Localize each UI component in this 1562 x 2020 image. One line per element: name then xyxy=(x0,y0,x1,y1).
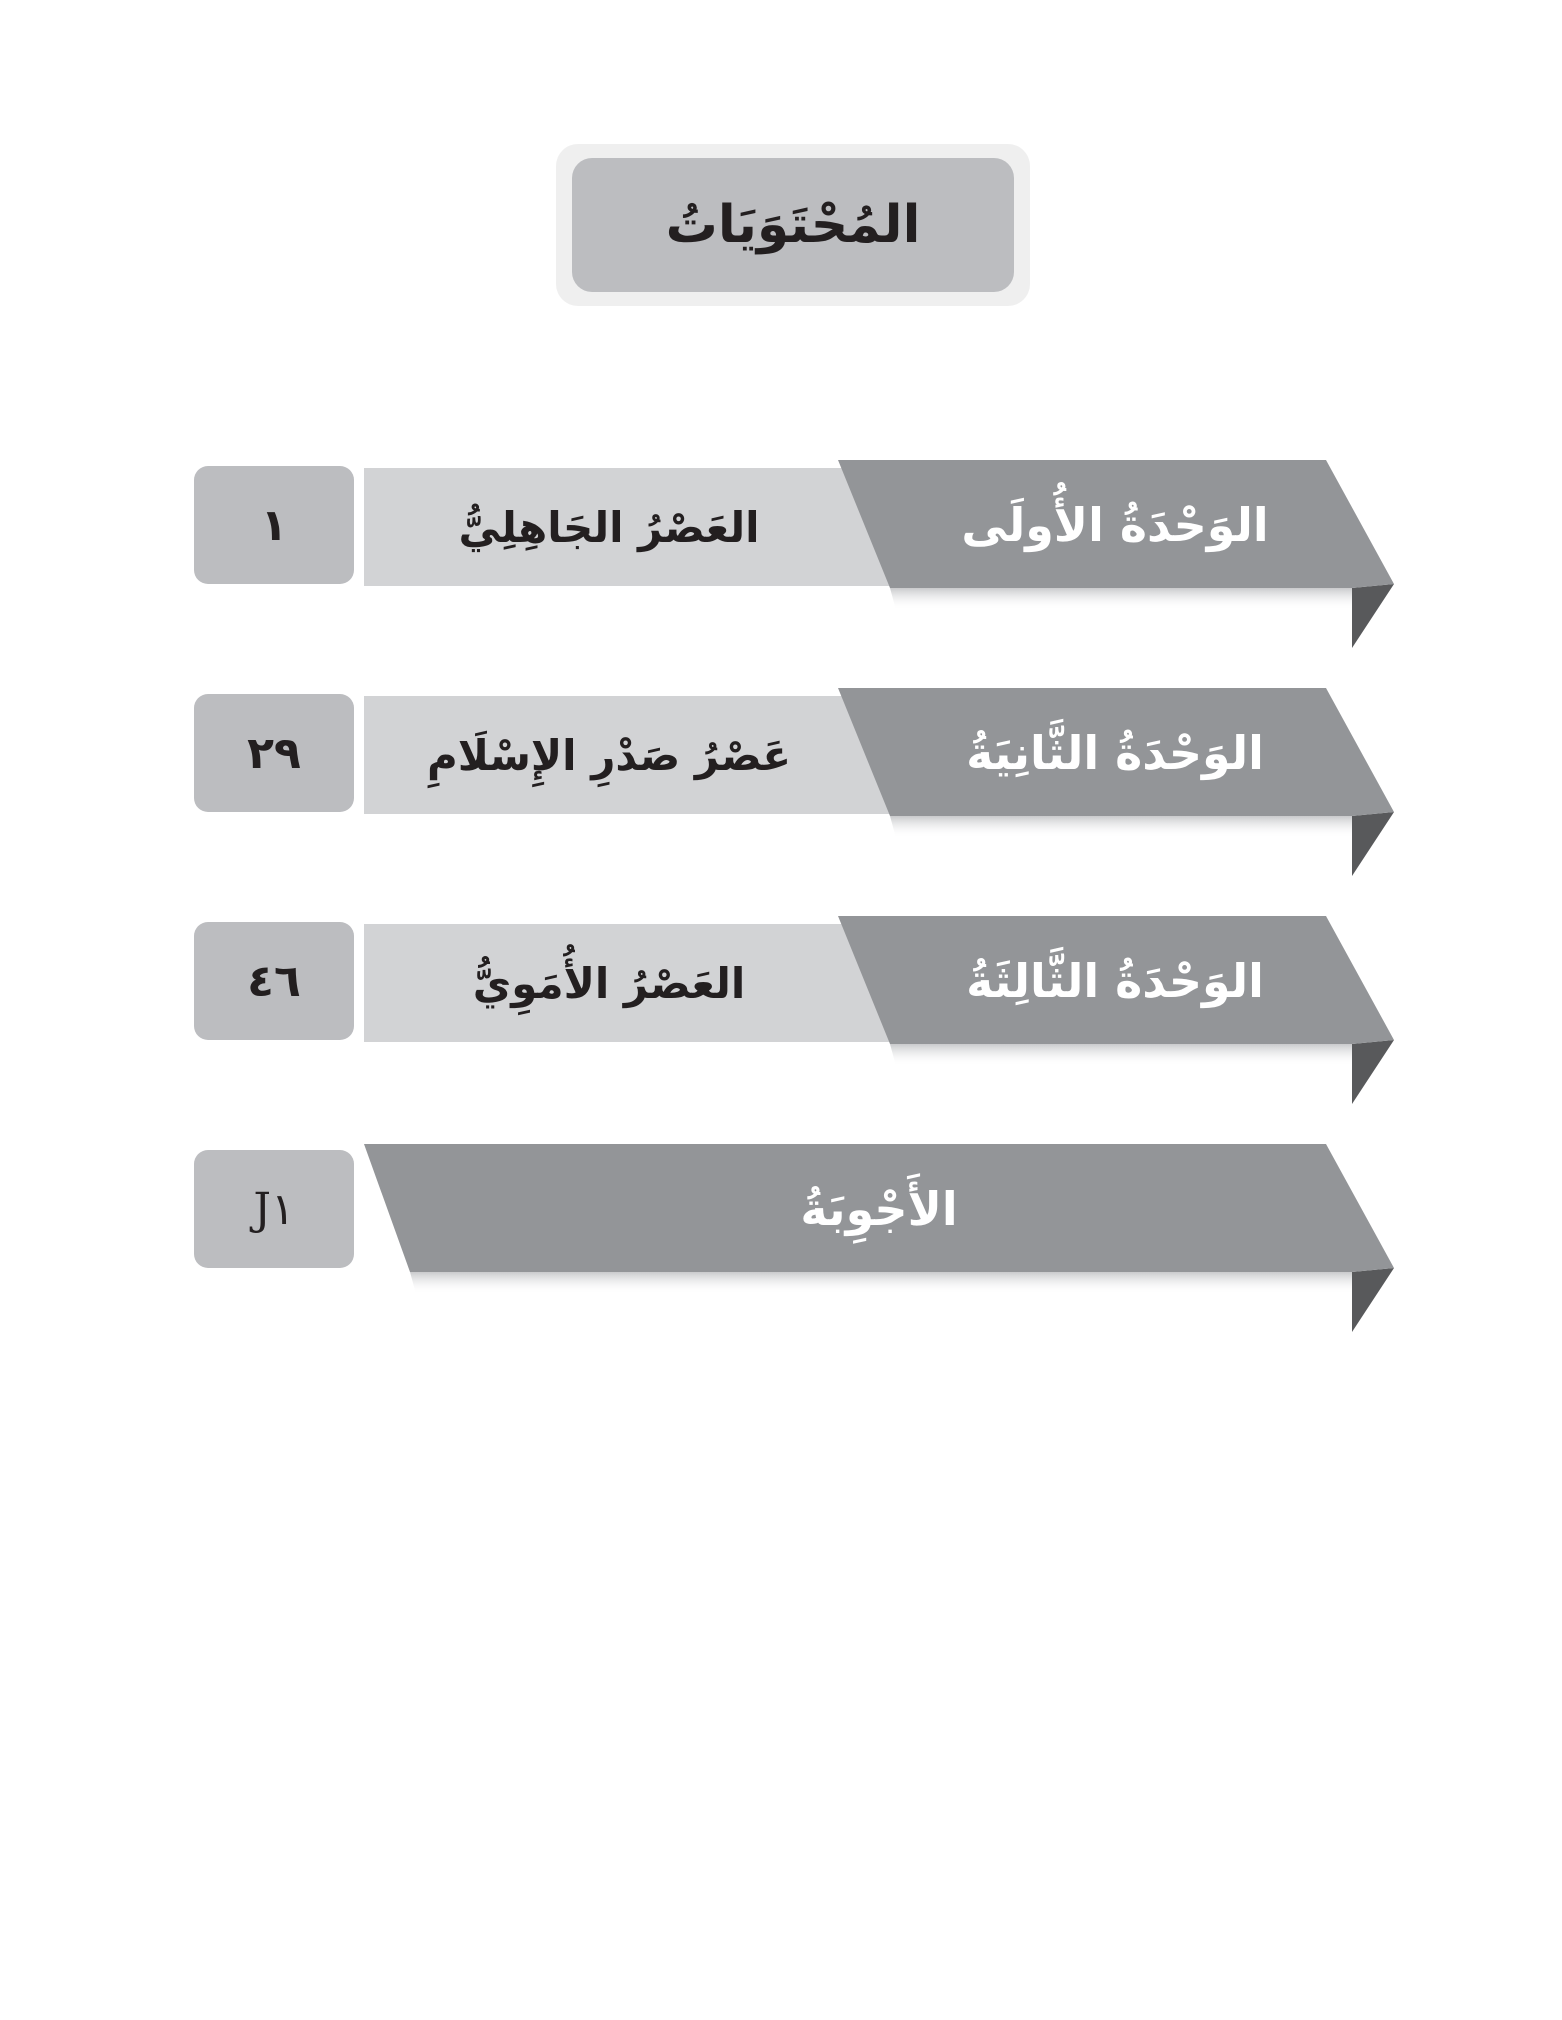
page-number: ١ xyxy=(260,499,288,551)
toc-row-unit-1[interactable] xyxy=(0,460,1562,680)
toc-row-unit-2[interactable] xyxy=(0,688,1562,908)
unit-title: الوَحْدَةُ الثَّالِثَةُ xyxy=(966,954,1264,1008)
title-box xyxy=(572,158,1014,292)
toc-row-answers[interactable] xyxy=(0,1144,1562,1364)
answers-title: الأَجْوِبَةُ xyxy=(800,1182,958,1236)
unit-title: الوَحْدَةُ الأُولَى xyxy=(961,498,1269,552)
era-title: العَصْرُ الأُمَوِيُّ xyxy=(472,958,746,1008)
page-number: ٤٦ xyxy=(247,955,301,1007)
era-title: العَصْرُ الجَاهِلِيُّ xyxy=(458,502,760,552)
page-number: ٢٩ xyxy=(247,727,301,779)
era-title: عَصْرُ صَدْرِ الإِسْلَامِ xyxy=(426,730,792,780)
page-number: J١ xyxy=(253,1183,295,1235)
page-title: المُحْتَوَيَاتُ xyxy=(665,195,921,255)
toc-row-unit-3[interactable] xyxy=(0,916,1562,1136)
unit-title: الوَحْدَةُ الثَّانِيَةُ xyxy=(966,726,1264,780)
